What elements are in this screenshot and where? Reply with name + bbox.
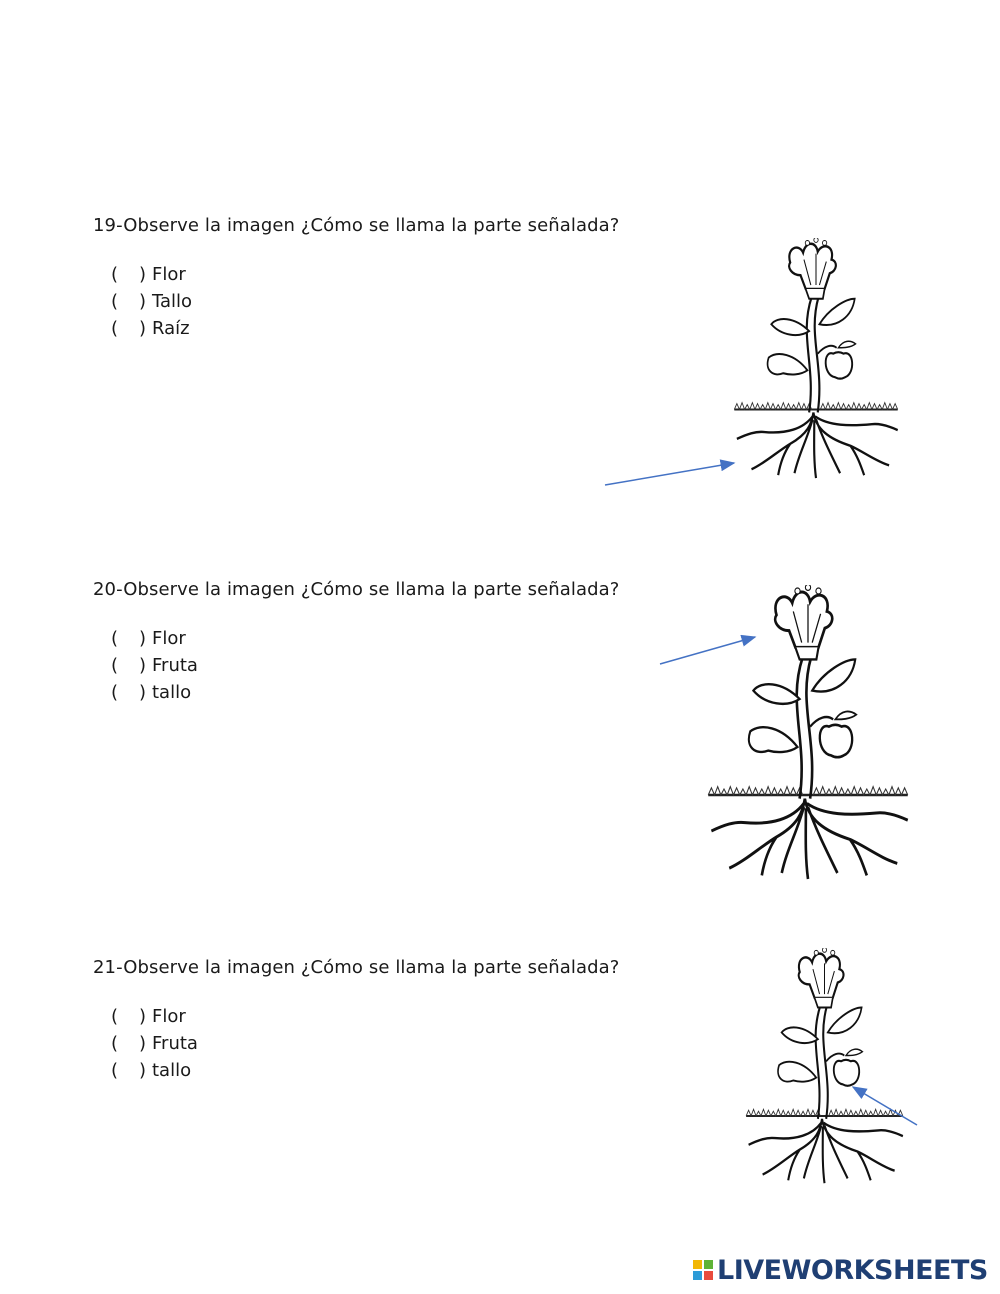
option-tallo[interactable]: ( ) Tallo	[93, 288, 693, 315]
option-label: Fruta	[152, 1033, 198, 1054]
question-text: 21-Observe la imagen ¿Cómo se llama la parte señalada?	[93, 957, 620, 978]
question-19	[93, 213, 693, 342]
option-label: Flor	[152, 1006, 186, 1027]
options-list	[93, 625, 693, 706]
option-label: tallo	[152, 1060, 192, 1081]
liveworksheets-logo-icon	[693, 1260, 713, 1280]
option-flor[interactable]: ( ) Flor	[93, 625, 693, 652]
logo-text: LIVEWORKSHEETS	[717, 1254, 988, 1286]
option-fruta[interactable]: ( ) Fruta	[93, 652, 693, 679]
question-20	[93, 577, 693, 706]
option-raiz[interactable]: ( ) Raíz	[93, 315, 693, 342]
plant-illustration-icon	[742, 948, 907, 1188]
option-label: Flor	[152, 628, 186, 649]
plant-illustration-icon	[703, 585, 913, 885]
options-list	[93, 1003, 693, 1084]
option-label: Fruta	[152, 655, 198, 676]
option-label: tallo	[152, 682, 192, 703]
liveworksheets-logo[interactable]	[693, 1255, 988, 1285]
question-21	[93, 955, 693, 1084]
question-text: 19-Observe la imagen ¿Cómo se llama la parte señalada?	[93, 215, 620, 236]
option-flor[interactable]: ( ) Flor	[93, 1003, 693, 1030]
options-list	[93, 261, 693, 342]
option-flor[interactable]: ( ) Flor	[93, 261, 693, 288]
option-label: Raíz	[152, 318, 190, 339]
option-fruta[interactable]: ( ) Fruta	[93, 1030, 693, 1057]
question-text: 20-Observe la imagen ¿Cómo se llama la parte señalada?	[93, 579, 620, 600]
option-tallo[interactable]: ( ) tallo	[93, 679, 693, 706]
option-tallo[interactable]: ( ) tallo	[93, 1057, 693, 1084]
option-label: Flor	[152, 264, 186, 285]
option-label: Tallo	[152, 291, 193, 312]
plant-illustration-icon	[730, 238, 902, 483]
